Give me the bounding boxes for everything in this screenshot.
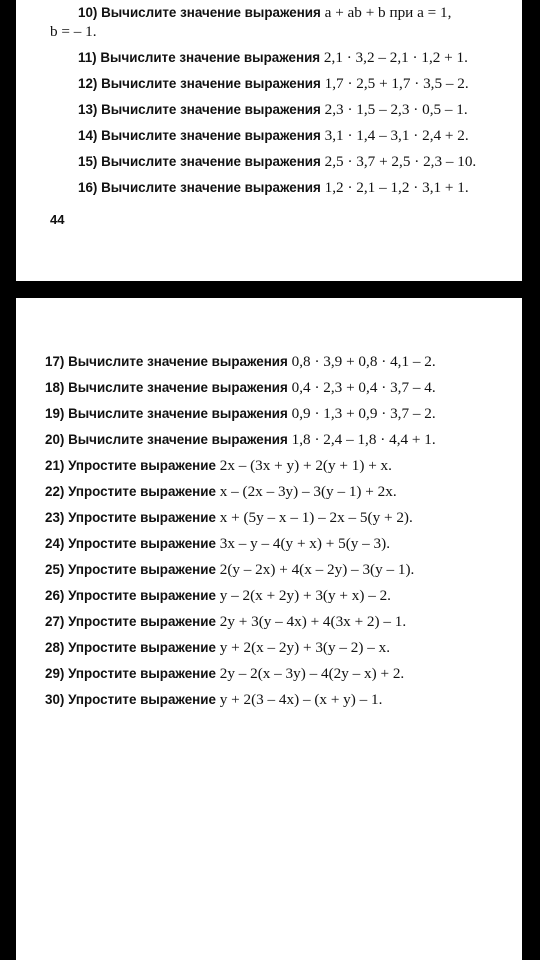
problem-expression: y – 2(x + 2y) + 3(y + x) – 2. <box>219 587 391 604</box>
problem-25 <box>45 560 414 580</box>
problem-expression: 2(y – 2x) + 4(x – 2y) – 3(y – 1). <box>219 561 415 578</box>
problem-expression: 2x – (3x + y) + 2(y + 1) + x. <box>219 457 392 474</box>
problem-22 <box>45 482 397 502</box>
problem-lead: 22) Упростите выражение <box>45 484 216 499</box>
problem-10-continuation <box>50 22 97 42</box>
problem-expression: 3x – y – 4(y + x) + 5(y – 3). <box>219 535 391 552</box>
problem-expression: 2y + 3(y – 4x) + 4(3x + 2) – 1. <box>219 613 407 630</box>
problem-expression: y + 2(3 – 4x) – (x + y) – 1. <box>219 691 383 708</box>
problem-lead: 11) Вычислите значение выражения <box>78 50 321 65</box>
problem-14 <box>78 126 469 146</box>
problem-expression: 2,3 · 1,5 – 2,3 · 0,5 – 1. <box>324 101 468 118</box>
problem-lead: 30) Упростите выражение <box>45 692 216 707</box>
problem-13 <box>78 100 468 120</box>
problem-lead: 12) Вычислите значение выражения <box>78 76 321 91</box>
problem-28 <box>45 638 390 658</box>
problem-expression: 1,2 · 2,1 – 1,2 · 3,1 + 1. <box>324 179 469 196</box>
problem-lead: 25) Упростите выражение <box>45 562 216 577</box>
problem-lead: 16) Вычислите значение выражения <box>78 180 321 195</box>
problem-lead: 23) Упростите выражение <box>45 510 216 525</box>
problem-lead: 24) Упростите выражение <box>45 536 216 551</box>
problem-17 <box>45 352 436 372</box>
problem-expression: 1,7 · 2,5 + 1,7 · 3,5 – 2. <box>324 75 469 92</box>
problem-expression: x – (2x – 3y) – 3(y – 1) + 2x. <box>219 483 397 500</box>
problem-expression: y + 2(x – 2y) + 3(y – 2) – x. <box>219 639 391 656</box>
problem-lead: 28) Упростите выражение <box>45 640 216 655</box>
problem-lead: 27) Упростите выражение <box>45 614 216 629</box>
problem-29 <box>45 664 404 684</box>
problem-26 <box>45 586 391 606</box>
problem-expression: 0,8 · 3,9 + 0,8 · 4,1 – 2. <box>291 353 436 370</box>
problem-21 <box>45 456 392 476</box>
problem-20 <box>45 430 436 450</box>
page-number: 44 <box>50 212 65 227</box>
problem-lead: 13) Вычислите значение выражения <box>78 102 321 117</box>
problem-lead: 20) Вычислите значение выражения <box>45 432 288 447</box>
problem-expression: 3,1 · 1,4 – 3,1 · 2,4 + 2. <box>324 127 469 144</box>
problem-10 <box>78 3 451 23</box>
problem-expression: 1,8 · 2,4 – 1,8 · 4,4 + 1. <box>291 431 436 448</box>
problem-15 <box>78 152 476 172</box>
top-page <box>16 0 522 281</box>
problem-16 <box>78 178 469 198</box>
problem-expression: 2y – 2(x – 3y) – 4(2y – x) + 2. <box>219 665 405 682</box>
problem-expression: 0,9 · 1,3 + 0,9 · 3,7 – 2. <box>291 405 436 422</box>
problem-19 <box>45 404 436 424</box>
problem-expression: 0,4 · 2,3 + 0,4 · 3,7 – 4. <box>291 379 436 396</box>
problem-lead: 29) Упростите выражение <box>45 666 216 681</box>
problem-lead: 10) Вычислите значение выражения <box>78 5 321 20</box>
problem-lead: 14) Вычислите значение выражения <box>78 128 321 143</box>
problem-expression: x + (5y – x – 1) – 2x – 5(y + 2). <box>219 509 413 526</box>
problem-lead: 19) Вычислите значение выражения <box>45 406 288 421</box>
problem-expression: 2,1 · 3,2 – 2,1 · 1,2 + 1. <box>323 49 468 66</box>
problem-expression: a + ab + b при a = 1, <box>324 4 452 21</box>
problem-expression: 2,5 · 3,7 + 2,5 · 2,3 – 10. <box>324 153 477 170</box>
problem-lead: 26) Упростите выражение <box>45 588 216 603</box>
problem-18 <box>45 378 436 398</box>
problem-27 <box>45 612 406 632</box>
problem-lead: 21) Упростите выражение <box>45 458 216 473</box>
problem-lead: 17) Вычислите значение выражения <box>45 354 288 369</box>
problem-24 <box>45 534 390 554</box>
problem-lead: 15) Вычислите значение выражения <box>78 154 321 169</box>
problem-23 <box>45 508 413 528</box>
problem-lead: 18) Вычислите значение выражения <box>45 380 288 395</box>
bottom-page <box>16 298 522 960</box>
problem-11 <box>78 48 468 68</box>
problem-30 <box>45 690 382 710</box>
problem-expression: b = – 1. <box>50 23 97 40</box>
problem-12 <box>78 74 469 94</box>
